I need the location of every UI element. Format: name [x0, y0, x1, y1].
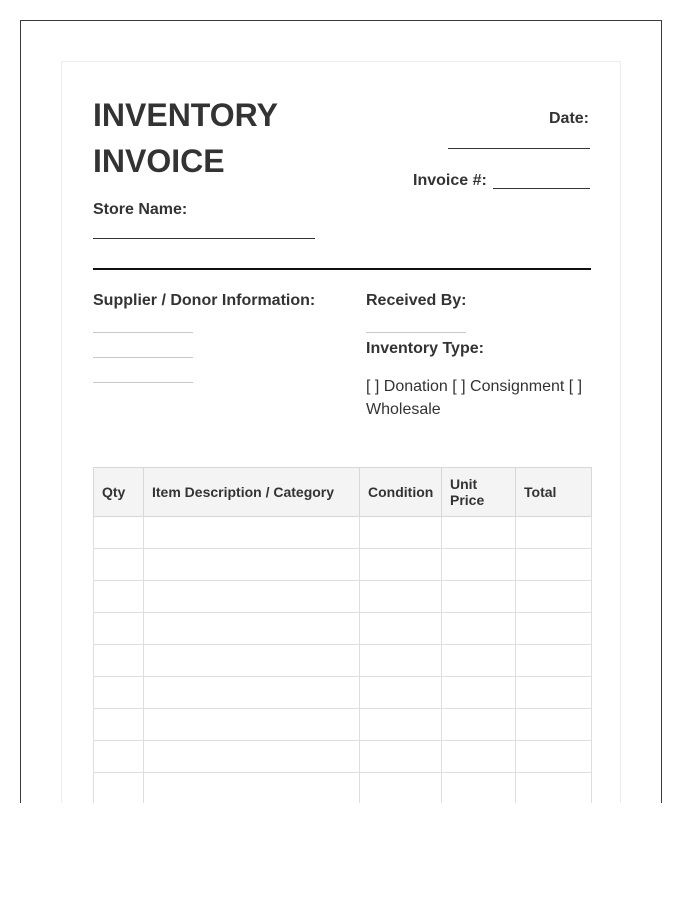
store-name-line[interactable]	[93, 238, 315, 239]
qty-cell[interactable]	[94, 677, 144, 709]
document-frame	[20, 20, 662, 803]
condition-cell[interactable]	[360, 677, 442, 709]
qty-cell[interactable]	[94, 645, 144, 677]
store-name-label: Store Name:	[93, 201, 188, 218]
total-cell[interactable]	[516, 581, 592, 613]
inventory-type-label: Inventory Type:	[366, 340, 484, 357]
condition-cell[interactable]	[360, 709, 442, 741]
table-row	[94, 677, 592, 709]
condition-cell[interactable]	[360, 741, 442, 773]
date-label: Date:	[549, 110, 590, 127]
unit-price-cell[interactable]	[442, 549, 516, 581]
qty-cell[interactable]	[94, 741, 144, 773]
total-cell[interactable]	[516, 613, 592, 645]
unit-price-cell[interactable]	[442, 709, 516, 741]
condition-cell[interactable]	[360, 517, 442, 549]
condition-cell[interactable]	[360, 581, 442, 613]
total-cell[interactable]	[516, 773, 592, 804]
total-cell[interactable]	[516, 517, 592, 549]
table-row	[94, 645, 592, 677]
unit-price-cell[interactable]	[442, 741, 516, 773]
table-row	[94, 581, 592, 613]
items-table-body	[94, 517, 592, 804]
total-cell[interactable]	[516, 709, 592, 741]
item-description-cell[interactable]	[144, 517, 360, 549]
header-condition: Condition	[360, 468, 442, 517]
header-item-description: Item Description / Category	[144, 468, 360, 517]
received-by-label: Received By:	[366, 292, 467, 309]
total-cell[interactable]	[516, 549, 592, 581]
supplier-line-3[interactable]	[93, 382, 193, 383]
invoice-number-line[interactable]	[493, 188, 590, 189]
item-description-cell[interactable]	[144, 741, 360, 773]
qty-cell[interactable]	[94, 709, 144, 741]
section-divider	[93, 268, 591, 270]
item-description-cell[interactable]	[144, 549, 360, 581]
table-row	[94, 741, 592, 773]
table-row	[94, 517, 592, 549]
qty-cell[interactable]	[94, 549, 144, 581]
unit-price-cell[interactable]	[442, 581, 516, 613]
unit-price-cell[interactable]	[442, 517, 516, 549]
invoice-number-label: Invoice #:	[413, 172, 487, 189]
invoice-title	[93, 92, 278, 184]
supplier-line-1[interactable]	[93, 332, 193, 333]
condition-cell[interactable]	[360, 773, 442, 804]
header-total: Total	[516, 468, 592, 517]
title-line-1: INVENTORY	[93, 97, 278, 133]
qty-cell[interactable]	[94, 581, 144, 613]
table-header-row	[94, 468, 592, 517]
supplier-line-2[interactable]	[93, 357, 193, 358]
items-table	[93, 467, 592, 803]
condition-cell[interactable]	[360, 613, 442, 645]
item-description-cell[interactable]	[144, 773, 360, 804]
item-description-cell[interactable]	[144, 581, 360, 613]
header-qty: Qty	[94, 468, 144, 517]
unit-price-cell[interactable]	[442, 773, 516, 804]
total-cell[interactable]	[516, 645, 592, 677]
unit-price-cell[interactable]	[442, 645, 516, 677]
header-unit-price: Unit Price	[442, 468, 516, 517]
qty-cell[interactable]	[94, 517, 144, 549]
condition-cell[interactable]	[360, 645, 442, 677]
item-description-cell[interactable]	[144, 613, 360, 645]
table-row	[94, 773, 592, 804]
inventory-type-options[interactable]: [ ] Donation [ ] Consignment [ ] Wholesale	[366, 378, 583, 418]
qty-cell[interactable]	[94, 773, 144, 804]
total-cell[interactable]	[516, 741, 592, 773]
table-row	[94, 709, 592, 741]
table-row	[94, 549, 592, 581]
item-description-cell[interactable]	[144, 677, 360, 709]
unit-price-cell[interactable]	[442, 613, 516, 645]
unit-price-cell[interactable]	[442, 677, 516, 709]
date-line[interactable]	[448, 148, 590, 149]
condition-cell[interactable]	[360, 549, 442, 581]
title-line-2: INVOICE	[93, 143, 225, 179]
supplier-label: Supplier / Donor Information:	[93, 292, 316, 309]
item-description-cell[interactable]	[144, 645, 360, 677]
table-row	[94, 613, 592, 645]
qty-cell[interactable]	[94, 613, 144, 645]
received-by-line[interactable]	[366, 332, 466, 333]
total-cell[interactable]	[516, 677, 592, 709]
invoice-sheet	[61, 61, 621, 803]
item-description-cell[interactable]	[144, 709, 360, 741]
